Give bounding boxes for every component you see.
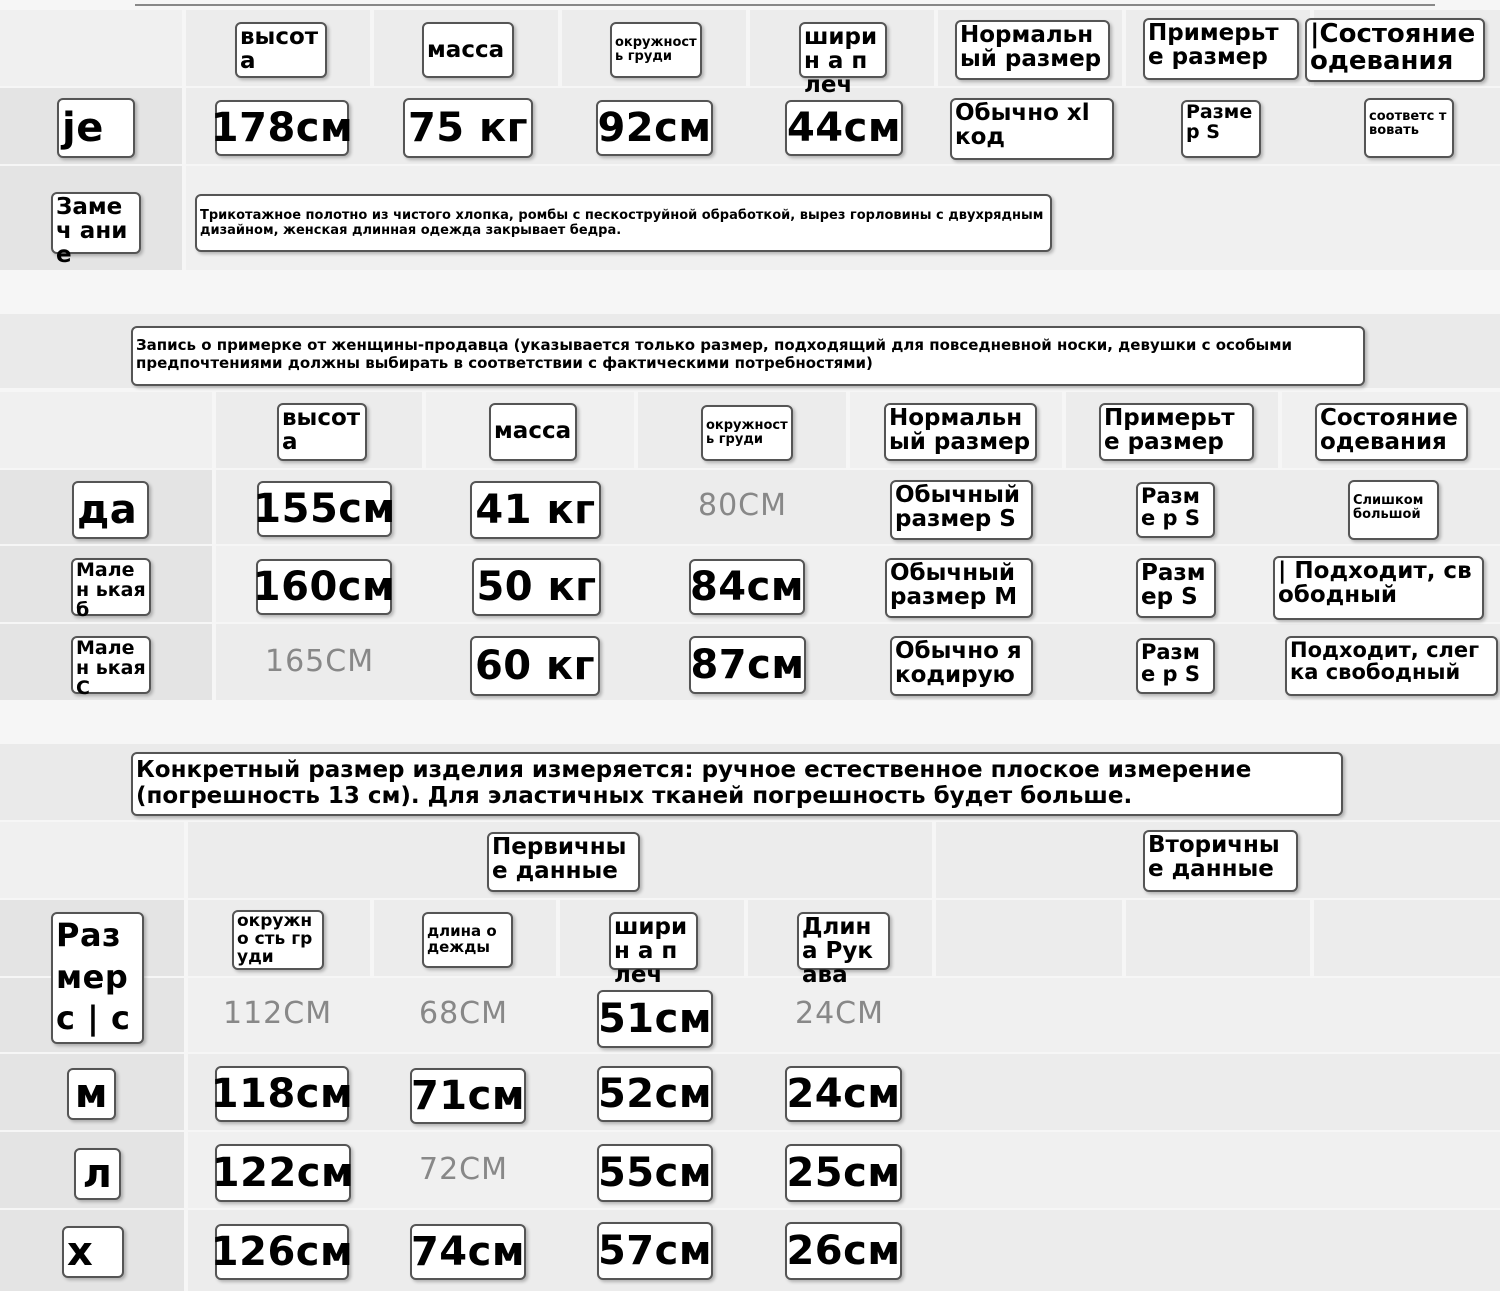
seller-chest-value: 80CM xyxy=(698,488,788,523)
seller-row-label: Мален ькая б xyxy=(71,558,151,616)
product-length-value: 72CM xyxy=(419,1152,509,1187)
product-chest-value: 112CM xyxy=(223,996,333,1031)
size-column-label: Раз мер с | с xyxy=(51,912,144,1044)
product-header-row xyxy=(0,900,1500,976)
model-header-chest: окружност ь груди xyxy=(610,22,702,78)
model-header-wear-state: |Состояние одевания xyxy=(1305,18,1485,82)
seller-try-size-value: Разме р S xyxy=(1136,638,1215,694)
model-header-shoulder: ширин а плеч xyxy=(799,22,887,78)
model-header-try-size: Примерьте размер xyxy=(1143,18,1299,80)
product-header-length: длина одежды xyxy=(422,912,513,968)
model-row-label: je xyxy=(57,98,135,158)
primary-data-label: Первичны е данные xyxy=(487,832,640,892)
product-header-sleeve: Длина Рукава xyxy=(797,912,890,970)
seller-height-value: 160см xyxy=(256,559,392,615)
seller-weight-value: 50 кг xyxy=(472,558,601,616)
product-title: Конкретный размер изделия измеряется: ручное естественное плоское измерение (погрешность 13 см). Для эластичных тканей погрешность будет больше. xyxy=(131,752,1343,816)
seller-header-height: высот а xyxy=(277,403,367,461)
model-remark-text: Трикотажное полотно из чистого хлопка, ромбы с пескоструйной обработкой, вырез горловины с двухрядным дизайном, женская длинная одежда закрывает бедра. xyxy=(195,194,1052,252)
seller-height-value: 165CM xyxy=(265,644,375,679)
product-size-label: л xyxy=(74,1148,121,1200)
product-sleeve-value: 24CM xyxy=(795,996,885,1031)
seller-weight-value: 41 кг xyxy=(470,481,601,539)
product-size-label: x xyxy=(62,1226,124,1278)
seller-header-wear-state: Состояние одевания xyxy=(1315,403,1468,461)
top-divider xyxy=(135,0,1435,6)
product-chest-value: 122см xyxy=(215,1144,351,1202)
product-header-chest: окружно сть груди xyxy=(232,910,324,970)
product-shoulder-value: 51см xyxy=(597,990,713,1048)
model-header-normal-size: Нормальн ый размер xyxy=(955,20,1110,80)
seller-row-label: да xyxy=(72,481,149,539)
product-shoulder-value: 55см xyxy=(597,1144,713,1202)
product-length-value: 68CM xyxy=(419,996,509,1031)
model-header-weight: масса xyxy=(422,22,514,78)
seller-try-size-value: Разме р S xyxy=(1136,482,1215,538)
seller-normal-size-value: Обычный размер М xyxy=(885,558,1033,618)
product-chest-value: 126см xyxy=(215,1224,349,1280)
model-weight-value: 75 кг xyxy=(403,98,533,158)
product-size-label: м xyxy=(67,1068,116,1120)
seller-wear-state-value: | Подходит, свободный xyxy=(1273,556,1484,620)
model-remark-label: Замеч ание xyxy=(51,192,141,254)
seller-height-value: 155см xyxy=(257,481,392,537)
model-height-value: 178см xyxy=(215,100,349,156)
model-normal-size-value: Обычно xl код xyxy=(950,98,1114,160)
seller-header-chest: окружност ь груди xyxy=(701,405,793,461)
seller-try-size-value: Разм ер S xyxy=(1136,558,1216,618)
seller-header-try-size: Примерьте размер xyxy=(1099,403,1254,461)
model-chest-value: 92см xyxy=(596,100,713,156)
product-chest-value: 118см xyxy=(215,1066,349,1122)
product-header-shoulder: ширин а плеч xyxy=(609,912,698,970)
product-length-value: 71см xyxy=(410,1068,526,1124)
product-sleeve-value: 26см xyxy=(785,1222,902,1280)
seller-row-label: Мален ькая С xyxy=(71,636,151,694)
seller-title: Запись о примерке от женщины-продавца (указывается только размер, подходящий для повседневной носки, девушки с особыми предпочтениями должны выбирать в соответствии с фактическими потребностями) xyxy=(131,326,1365,386)
seller-chest-value: 84см xyxy=(689,559,805,615)
seller-wear-state-value: Слишком большой xyxy=(1348,480,1439,540)
product-shoulder-value: 52см xyxy=(597,1066,713,1122)
seller-wear-state-value: Подходит, слегка свободный xyxy=(1285,636,1498,696)
product-length-value: 74см xyxy=(410,1224,526,1280)
seller-normal-size-value: Обычно я кодирую xyxy=(890,636,1033,696)
seller-header-weight: масса xyxy=(489,403,577,461)
model-header-height: высот а xyxy=(235,22,327,78)
model-shoulder-value: 44см xyxy=(785,100,903,156)
seller-weight-value: 60 кг xyxy=(470,636,600,696)
product-sleeve-value: 25см xyxy=(785,1144,902,1202)
product-sleeve-value: 24см xyxy=(785,1066,902,1122)
model-wear-state-value: соответс твовать xyxy=(1364,98,1454,158)
seller-chest-value: 87см xyxy=(689,636,806,694)
seller-header-normal-size: Нормальн ый размер xyxy=(884,403,1037,461)
seller-normal-size-value: Обычный размер S xyxy=(890,480,1033,540)
secondary-data-label: Вторичны е данные xyxy=(1143,830,1298,892)
model-try-size-value: Разме р S xyxy=(1181,100,1261,158)
product-shoulder-value: 57см xyxy=(597,1222,713,1280)
